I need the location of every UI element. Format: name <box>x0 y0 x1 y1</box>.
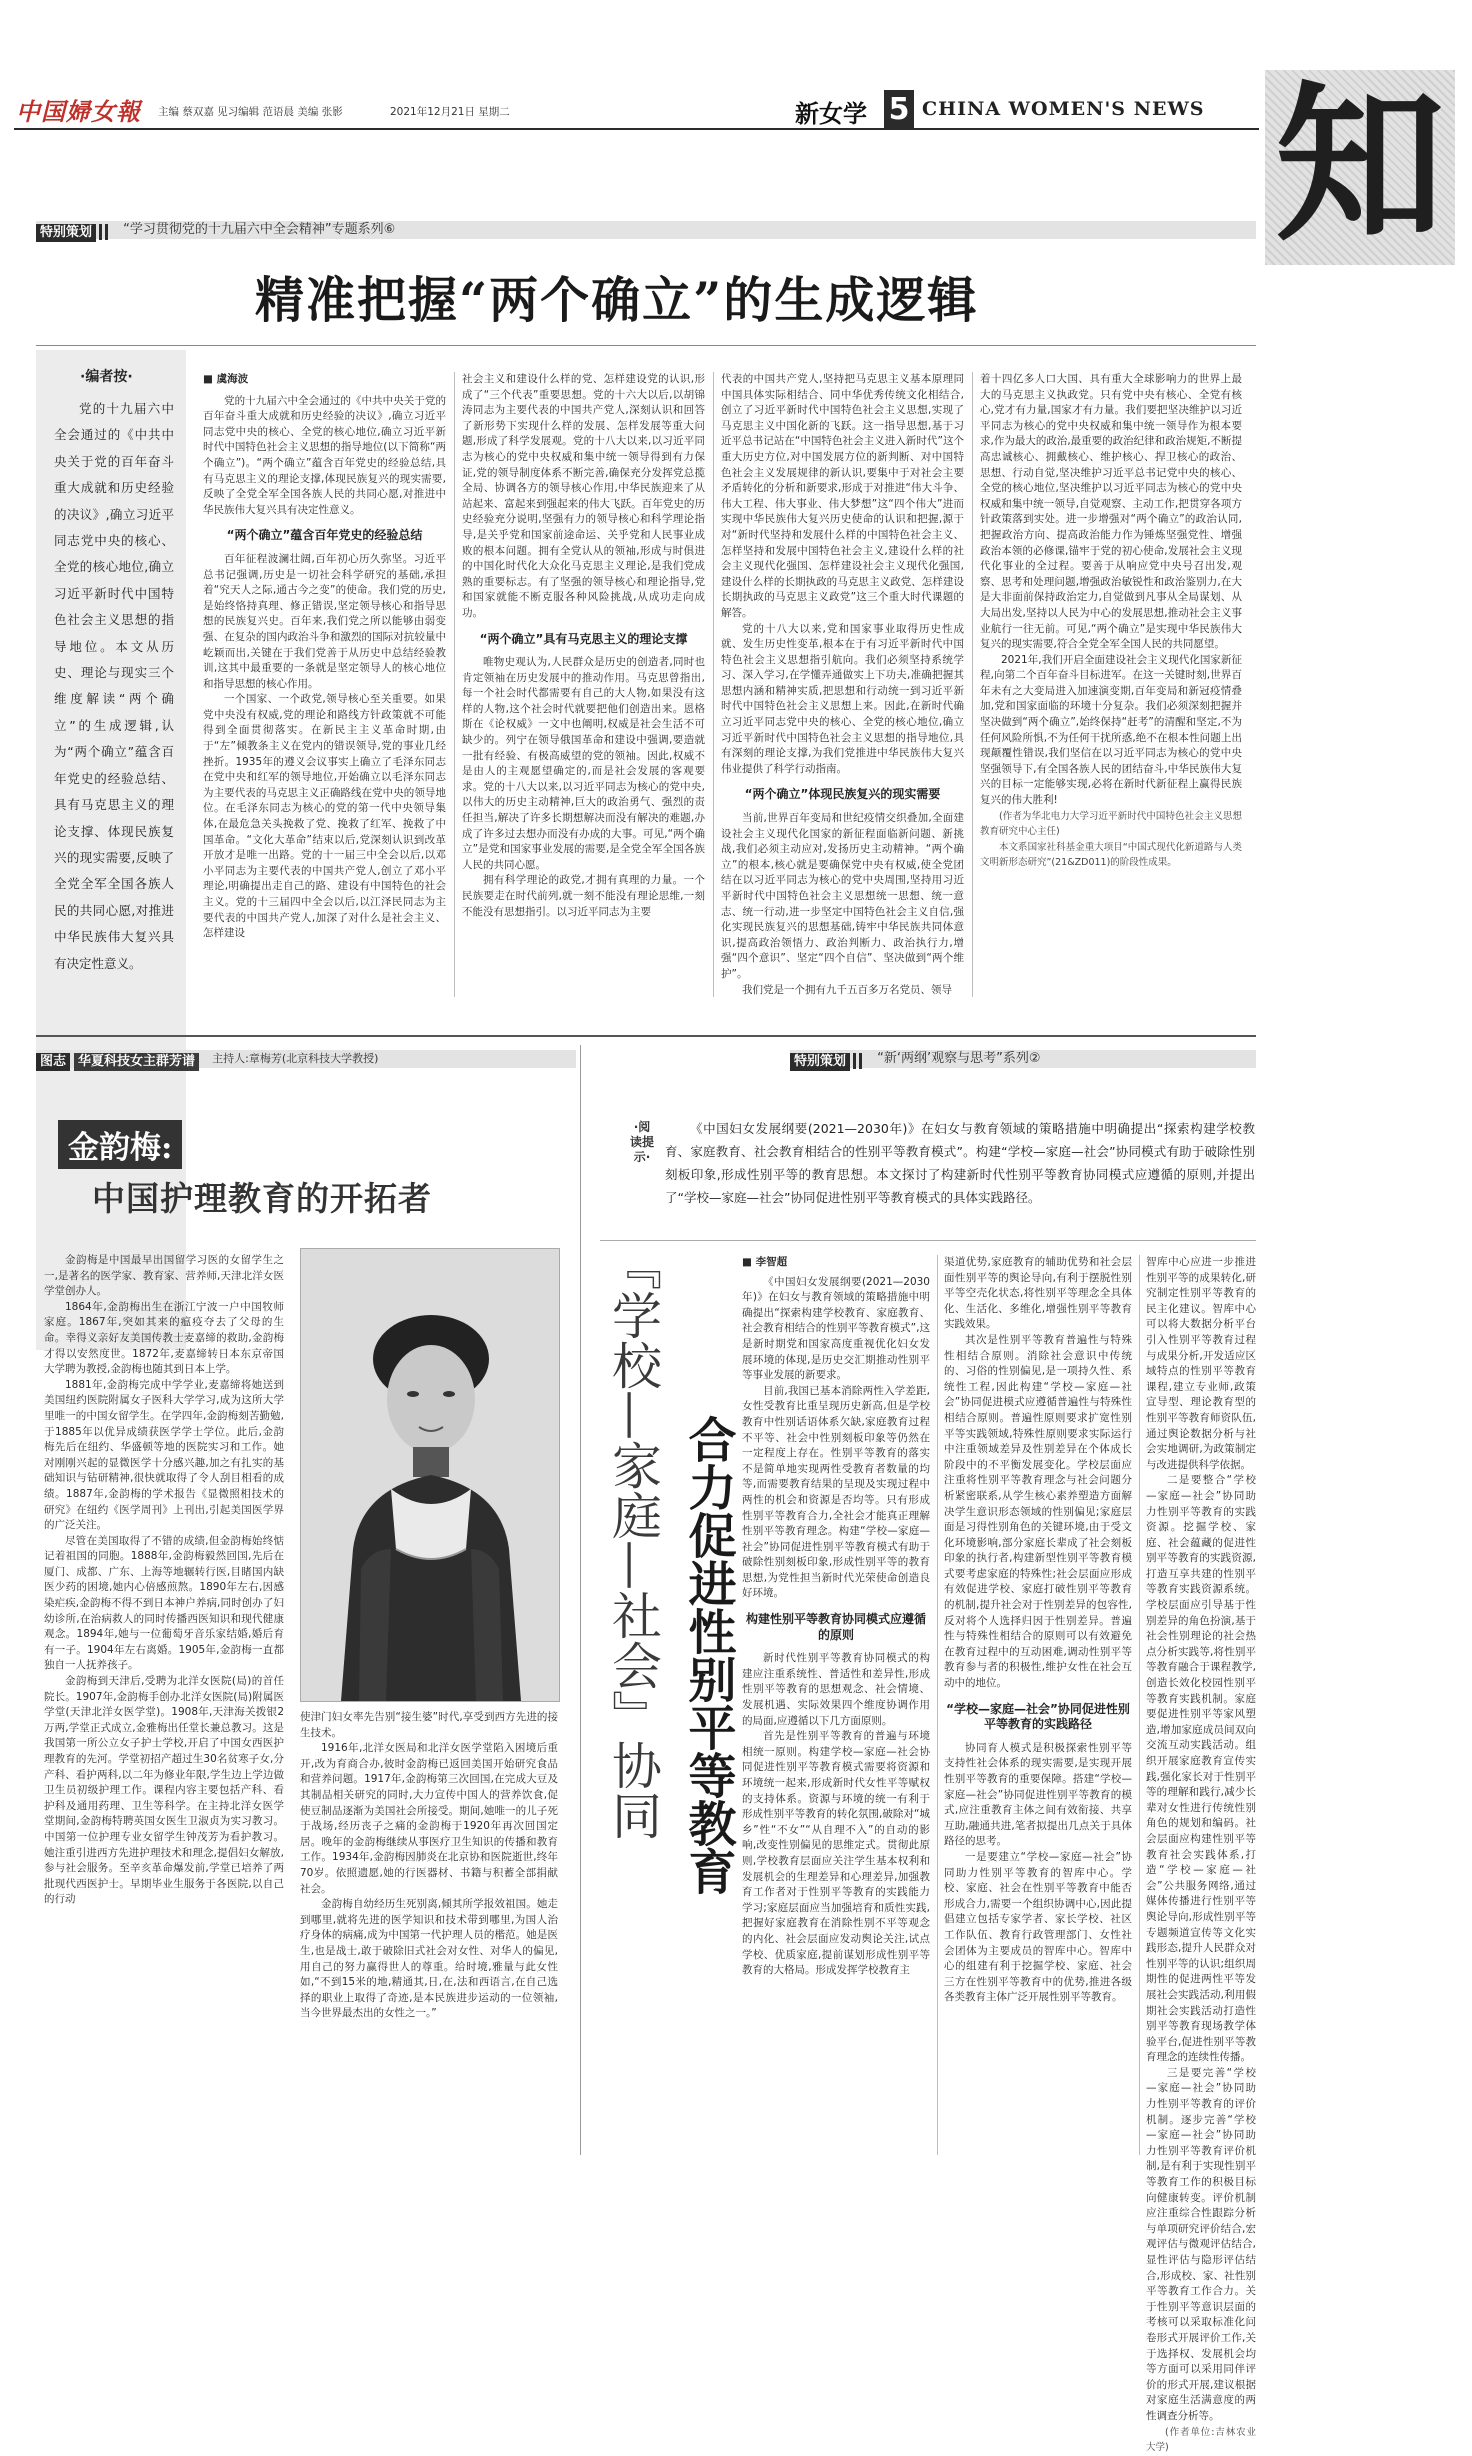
paragraph: 1864年,金韵梅出生在浙江宁波一户中国牧师家庭。1867年,突如其来的瘟疫夺去了父母的生命。幸得义亲好友美国传教士麦嘉缔的救助,金韵梅才得以安然度世。1872年,麦嘉缔转日本东京帝国大学聘为教授,金韵梅也随其到日本上学。 <box>44 1300 284 1376</box>
paragraph: 金韵梅是中国最早出国留学习医的女留学生之一,是著名的医学家、教育家、营养师,天津北洋女医学堂创办人。 <box>44 1254 284 1298</box>
author: ■ 李智超 <box>742 1256 788 1268</box>
column-host: 主持人:章梅芳(北京科技大学教授) <box>212 1052 379 1065</box>
bio-kicker <box>36 1050 378 1071</box>
headline: 精准把握“两个确立”的生成逻辑 <box>255 271 979 329</box>
paragraph: 百年征程波澜壮阔,百年初心历久弥坚。习近平总书记强调,历史是一切社会科学研究的基础,承担着“究天人之际,通古今之变”的使命。我们党的历史,是始终恪持真理、修正错误,坚定领导核心和指导思想的民族复兴史。百年来,我们党之所以能够由弱变强、在复杂的国内政治斗争和激烈的国际对抗较量中屹颖而出,关键在于我们党善于从历史中总结经验教训,这其中最重要的一条就是坚定领导人的核心地位和指导思想的核心作用。 <box>203 552 446 690</box>
paragraph: 拥有科学理论的政党,才拥有真理的力量。一个民族要走在时代前列,就一刻不能没有理论思维,一刻不能没有思想指引。以习近平同志为主要 <box>462 874 705 918</box>
kicker-tag: 特别策划 <box>36 224 96 242</box>
edu-col-1 <box>742 1255 930 2155</box>
paragraph: 1916年,北洋女医局和北洋女医学堂陷入困境后重开,改为育商合办,彼时金韵梅已返回美国开始研究食品和营养问题。1917年,金韵梅第三次回国,在完成大豆及其制品相关研究的同时,大力宣传中国人的营养饮食,促使豆制品逐渐为美国社会所接受。期间,她唯一的儿子死于战场,经历丧子之痛的金韵梅于1920年再次回国定居。晚年的金韵梅继续从事医疗卫生知识的传播和教育工作。1934年,金韵梅因肺炎在北京协和医院逝世,终年70岁。依照遗愿,她的行医器材、书籍与积蓄全部捐献社会。 <box>300 1742 558 1895</box>
author: ■ 虞海波 <box>203 373 249 385</box>
series-label: “学习贯彻党的十九届六中全会精神”专题系列⑥ <box>123 222 396 237</box>
paragraph: 二是要整合“学校—家庭—社会”协同助力性别平等教育的实践资源。挖掘学校、家庭、社会蕴藏的促进性别平等教育的实践资源,打造互享共建的性别平等教育实践资源系统。学校层面应引导基于性别差异的角色扮演,基于社会性别理论的社会热点分析实践等,将性别平等教育融合于课程教学,创造长效化校园性别平等教育实践机制。家庭要促进性别平等家风塑造,增加家庭成员间双向交流互动实践活动。组织开展家庭教育宣传实践,强化家长对于性别平等的理解和践行,减少长辈对女性进行传统性别角色的规划和编码。社会层面应构建性别平等教育社会实践体系,打造“学校—家庭—社会”公共服务网络,通过媒体传播进行性别平等舆论导向,形成性别平等专题频道宣传等文化实践形态,提升人民群众对性别平等的认识;组织周期性的促进两性平等发展社会实践活动,利用假期社会实践活动打造性别平等教育现场教学体验平台,促进性别平等教育理念的连续性传播。 <box>1146 1474 1256 2064</box>
edu-col-2 <box>944 1255 1132 2155</box>
subhead: “两个确立”蕴含百年党史的经验总结 <box>226 528 423 543</box>
top-kicker <box>36 221 395 242</box>
bio-title-1: 金韵梅: <box>58 1120 182 1169</box>
paragraph: 2021年,我们开启全面建设社会主义现代化国家新征程,向第二个百年奋斗目标进军。在这一关键时刻,世界百年未有之大变局进入加速演变期,百年变局和新冠疫情叠加,党和国家面临的环境十分复杂。我们必须深刻把握并坚决做到“两个确立”,始终保持“赶考”的清醒和坚定,不为任何风险所惧,不为任何干扰所惑,绝不在根本性问题上出现颠覆性错误,我们坚信在以习近平同志为核心的党中央坚强领导下,有全国各族人民的团结奋斗,中华民族伟大复兴的目标一定能够实现,必将在新时代新征程上赢得民族复兴的伟大胜利! <box>980 653 1242 807</box>
subhead: “两个确立”体现民族复兴的现实需要 <box>744 787 941 802</box>
vertical-title-b: 合力促进性别平等教育 <box>680 1415 736 1895</box>
paragraph: 使津门妇女率先告别“接生婆”时代,享受到西方先进的接生技术。 <box>300 1711 558 1739</box>
paragraph: 代表的中国共产党人,坚持把马克思主义基本原理同中国具体实际相结合、同中华优秀传统文化相结合,创立了习近平新时代中国特色社会主义思想,实现了马克思主义中国化新的飞跃。这一指导思想,基于习近平总书记站在“中国特色社会主义进入新时代”这个重大历史方位,对中国发展方位的新判断、对中国特色社会主义发展规律的新认识,要集中于对社会主要矛盾转化的分析和新要求,形成于对推进“伟大斗争、伟大工程、伟大事业、伟大梦想”这“四个伟大”进而实现中华民族伟大复兴历史使命的认识和把握,源于对“新时代坚持和发展什么样的中国特色社会主义、怎样坚持和发展中国特色社会主义,建设什么样的社会主义现代化强国、怎样建设社会主义现代化强国,建设什么样的长期执政的马克思主义政党、怎样建设长期执政的马克思主义政党”这三个重大时代课题的解答。 <box>721 373 964 619</box>
paragraph: 社会主义和建设什么样的党、怎样建设党的认识,形成了“三个代表”重要思想。党的十六大以后,以胡锦涛同志为主要代表的中国共产党人,深刻认识和回答了新形势下实现什么样的发展、怎样发展等重大问题,形成了科学发展观。党的十八大以来,以习近平同志为核心的党中央权威和集中统一领导得到有力保证,党的领导制度体系不断完善,确保充分发挥党总揽全局、协调各方的领导核心作用,中华民族迎来了从站起来、富起来到强起来的伟大飞跃。百年党史的历史经验充分说明,坚强有力的领导核心和科学理论指导,是关乎党和国家前途命运、关乎党和人民事业成败的根本问题。拥有全党认从的领袖,形成与时俱进的中国化时代化大众化马克思主义理论,是我们党成熟的重要标志。有了坚强的领导核心和理论指导,党和国家就能不断克服各种风险挑战,从成功走向成功。 <box>462 373 705 619</box>
page-number: 5 <box>884 90 914 130</box>
edu-col-3 <box>1146 1255 1256 2454</box>
reading-tip: 《中国妇女发展纲要(2021—2030年)》在妇女与教育领域的策略措施中明确提出“探索构建学校教育、家庭教育、社会教育相结合的性别平等教育模式”。构建“学校—家庭—社会”协同模式有助于破除性别刻板印象,形成性别平等的教育思想。本文探讨了构建新时代性别平等教育协同模式应遵循的原则,并提出了“学校—家庭—社会”协同促进性别平等教育模式的具体实践路径。 <box>665 1121 1255 1205</box>
vertical-title-a: 『学校—家庭—社会』协同 <box>604 1240 662 1840</box>
bio-tag: 图志 <box>36 1053 70 1071</box>
paragraph: 金韵梅到天津后,受聘为北洋女医院(局)的首任院长。1907年,金韵梅手创办北洋女医院(局)附属医学堂(天津北洋女医学堂)。1908年,天津海关拨银2万两,学堂正式成立,金雅梅出任堂长兼总教习。这是我国第一所公立女子护士学校,开启了中国女西医护理教育的先河。学堂初招产超过生30名贫寒子女,分产科、看护两科,以二年为修业年限,学生边上学边做卫生员初级护理工作。课程内容主要包括产科、看护科及通用药理、卫生等科学。在主持北洋女医学堂期间,金韵梅特聘英国女医生卫淑贞为实习教习。中国第一位护理专业女留学生钟茂芳为看护教习。她注重引进西方先进护理技术和理念,提倡妇女解放,参与社会服务。至辛亥革命爆发前,学堂已培养了两批现代西医护士。早期毕业生服务于各医院,以自己的行动 <box>44 1675 284 1906</box>
top-col-3 <box>721 372 964 997</box>
column-title: 华夏科技女主群芳谱 <box>74 1053 199 1071</box>
paragraph: 其次是性别平等教育普遍性与特殊性相结合原则。消除社会意识中传统的、习俗的性别偏见,是一项持久性、系统性工程,因此构建“学校—家庭—社会”协同促进模式应遵循普遍性与特殊性相结合原则。普遍性原则要求扩宽性别平等实践领域,特殊性原则要求实际运行中注重领域差异及性别差异在个体成长阶段中的不平衡发展变化。学校层面应注重将性别平等教育理念与社会问题分析紧密联系,从学生核心素养塑造方面解决学生意识形态领域的性别偏见;家庭层面是习得性别角色的关键环境,由于受文化环境影响,部分家庭长辈成了社会刻板印象的执行者,构建新型性别平等教育模式要考虑家庭的特殊性;社会层面应形成有效促进学校、家庭打破性别平等教育的机制,提升社会对于性别差异的包容性,反对将个人选择归因于性别差异。普遍性与特殊性相结合的原则可以有效避免在教育过程中的互动困难,调动性别平等教育参与者的积极性,维护女性在社会互动中的地位。 <box>944 1333 1132 1690</box>
paragraph: 智库中心应进一步推进性别平等的成果转化,研究制定性别平等教育的民主化建议。智库中心可以将大数据分析平台引入性别平等教育过程与成果分析,开发适应区域特点的性别平等教育课程,建立专业师,政策宣导型、理论教育型的性别平等教育师资队伍,通过舆论数据分析与社会实地调研,为政策制定与改进提供科学依据。 <box>1146 1256 1256 1471</box>
paragraph: 三是要完善“学校—家庭—社会”协同助力性别平等教育的评价机制。逐步完善“学校—家庭—社会”协同助力性别平等教育评价机制,是有利于实现性别平等教育工作的积极目标向健康转变。评价机制应注重综合性跟踪分析与单项研究评价结合,宏观评估与微观评估结合,显性评估与隐形评估结合,形成校、家、社性别平等教育工作合力。关于性别平等意识层面的考核可以采取标准化问卷形式开展评价工作,关于选择权、发展机会均等方面可以采用同伴评价的形式开展,建议根据对家庭生活满意度的两性调查分析等。 <box>1146 2066 1256 2422</box>
section-divider <box>36 1035 1256 1037</box>
top-col-2 <box>462 372 705 997</box>
paragraph: 我们党是一个拥有九千五百多万名党员、领导 <box>742 983 952 996</box>
paragraph: 首先是性别平等教育的普遍与环境相统一原则。构建学校—家庭—社会协同促进性别平等教育模式需要将资源和环境统一起来,形成新时代女性平等赋权的支持体系。资源与环境的统一有利于形成性别平等教育的转化氛围,破除对“城乡”性“不女”“从自理不入”的自动的影响,改变性别偏见的思维定式。贯彻此原则,学校教育层面应关注学生基本权利和发展机会的生理差异和心理差异,加强教育工作者对于性别平等教育的实践能力学习;家庭层面应当加强培育和质性实践,把握好家庭教育在消除性别不平等观念的内化、社会层面应发动舆论关注,试点学校、优质家庭,提前谋划形成性别平等教育的大格局。形成发挥学校教育主 <box>742 1730 930 1977</box>
paragraph: 唯物史观认为,人民群众是历史的创造者,同时也肯定领袖在历史发展中的推动作用。马克思曾指出,每一个社会时代都需要有自己的大人物,如果没有这样的人物,这个社会时代就要把他们创造出来。恩格斯在《论权威》一文中也阐明,权威是社会生活不可缺少的。列宁在领导俄国革命和建设中强调,要造就一批有经验、有极高威望的党的领袖。因此,权威不是由人的主观愿望确定的,而是社会发展的客观要求。党的十八大以来,以习近平同志为核心的党中央,以伟大的历史主动精神,巨大的政治勇气、强烈的责任担当,解决了许多长期想解决而没有解决的难题,办成了许多过去想办而没有办成的大事。可见,“两个确立”是党和国家事业发展的需要,是全党全军全国各族人民的共同心愿。 <box>462 656 705 871</box>
editors-line: 主编 蔡双嘉 见习编辑 范语晨 美编 张影 <box>158 106 343 118</box>
bio-col-1 <box>44 1253 284 2153</box>
masthead-rule <box>14 128 1259 130</box>
paragraph: 渠道优势,家庭教育的辅助优势和社会层面性别平等的舆论导向,有利于摆脱性别平等空壳化状态,将性别平等理念全具体化、生活化、多维化,增强性别平等教育实践效果。 <box>944 1256 1132 1331</box>
subhead: “两个确立”具有马克思主义的理论支撑 <box>479 631 688 646</box>
portrait-illustration <box>301 1249 559 1701</box>
paragraph: 当前,世界百年变局和世纪疫情交织叠加,全面建设社会主义现代化国家的新征程面临新问题、新挑战,我们必须主动应对,发扬历史主动精神。“两个确立”的根本,核心就是要确保党中央有权威,使全党团结在以习近平同志为核心的党中央周围,坚持用习近平新时代中国特色社会主义思想统一思想、统一意志、统一行动,进一步坚定中国特色社会主义自信,强化实现民族复兴的思想基础,铸牢中华民族共同体意识,提高政治领悟力、政治判断力、政治执行力,增强“四个意识”、坚定“四个自信”、坚决做到“两个维护”。 <box>721 812 964 980</box>
subhead: 构建性别平等教育协同模式应遵循的原则 <box>745 1612 926 1642</box>
paragraph: 党的十九届六中全会通过的《中共中央关于党的百年奋斗重大成就和历史经验的决议》,确立习近平同志党中央的核心、全党的核心地位,确立习近平新时代中国特色社会主义思想的指导地位(以下简称“两个确立”)。“两个确立”蕴含百年党史的经验总结,具有马克思主义的理论支撑,体现民族复兴的现实需要,反映了全党全军全国各族人民的共同心愿,对推进中华民族伟大复兴具有决定性意义。 <box>203 394 446 516</box>
issue-date: 2021年12月21日 星期二 <box>390 106 510 118</box>
right-margin <box>1265 270 1455 2150</box>
author-affiliation: (作者单位:吉林农业大学) <box>1146 2426 1256 2454</box>
paragraph: 《中国妇女发展纲要(2021—2030年)》在妇女与教育领域的策略措施中明确提出“探索构建学校教育、家庭教育、社会教育相结合的性别平等教育模式”,这是新时期党和国家高度重视优化妇女发展环境的体现,是历史交汇期推动性别平等事业发展的新要求。 <box>742 1275 930 1382</box>
reading-tip-label: ·阅读提示· <box>630 1120 655 1164</box>
paragraph: 目前,我国已基本消除两性入学差距,女性受教育比重呈现历史新高,但是学校教育中性别话语体系欠缺,家庭教育过程不平等、社会中性别刻板印象等仍然在一定程度上存在。性别平等教育的落实不是简单地实现两性受教育者数量的均等,而需要教育结果的呈现及实现过程中两性的机会和资源是否均等。只有形成性别平等教育合力,全社会才能真正理解性别平等教育理念。构建“学校—家庭—社会”协同促进性别平等教育模式有助于破除性别刻板印象,形成性别平等的教育思想,为党性担当新时代光荣使命创造良好环境。 <box>742 1384 930 1600</box>
paragraph: 新时代性别平等教育协同模式的构建应注重系统性、普适性和差异性,形成性别平等教育的思想观念、社会情境、发展机遇、实际效果四个维度协调作用的局面,应遵循以下几方面原则。 <box>742 1652 930 1727</box>
edu-kicker <box>790 1050 1041 1071</box>
bio-col-2 <box>300 1710 558 2155</box>
paragraph: 党的十八大以来,党和国家事业取得历史性成就、发生历史性变革,根本在于有习近平新时代中国特色社会主义思想指引航向。我们必须坚持系统学习、深入学习,在学懂弄通做实上下功夫,准确把握其思想内涵和精神实质,把思想和行动统一到习近平新时代中国特色社会主义思想上来。因此,在新时代确立习近平同志党中央的核心、全党的核心地位,确立习近平新时代中国特色社会主义思想的指导地位,具有深刻的理论支撑,为我们党推进中华民族伟大复兴伟业提供了科学行动指南。 <box>721 622 964 775</box>
newspaper-logo: 中国婦女報 <box>16 97 141 126</box>
emblem-character: 知 <box>1275 65 1446 265</box>
editor-note-label: ·编者按· <box>80 369 133 385</box>
section-name: 新女学 <box>795 99 867 128</box>
top-col-4 <box>980 372 1242 997</box>
top-col-1 <box>203 372 446 997</box>
editor-note-text: 党的十九届六中全会通过的《中共中央关于党的百年奋斗重大成就和历史经验的决议》,确立习近平同志党中央的核心、全党的核心地位,确立习近平新时代中国特色社会主义思想的指导地位。本文从历史、理论与现实三个维度解读“两个确立”的生成逻辑,认为“两个确立”蕴含百年党史的经验总结、具有马克思主义的理论支撑、体现民族复兴的现实需要,反映了全党全军全国各族人民的共同心愿,对推进中华民族伟大复兴具有决定性意义。 <box>54 401 174 971</box>
kicker-tag: 特别策划 <box>790 1053 850 1071</box>
paragraph: 着十四亿多人口大国、具有重大全球影响力的世界上最大的马克思主义执政党。只有党中央有核心、全党有核心,党才有力量,国家才有力量。我们要把坚决维护以习近平同志为核心的党中央权威和集中统一领导作为根本要求,作为最大的政治,最重要的政治纪律和政治规矩,不断提高忠诚核心、拥戴核心、维护核心、捍卫核心的政治、思想、行动自觉,坚决维护习近平总书记党中央的核心、全党的核心地位,坚决维护以习近平同志为核心的党中央权威和集中统一领导,自觉观察、主动工作,把贯穿各项方针政策落到实处。进一步增强对“两个确立”的政治认同,把握政治方向、提高政治能力作为锤炼坚强党性、增强政治本领的必修课,锚牢于党的初心使命,发展社会主义现代化事业的全过程。要善于从响应党中央号召出发,观察、思考和处理问题,增强政治敏锐性和政治鉴别力,在大是大非面前保持政治定力,自觉做到凡事从全局谋划、从大局出发,坚持以人民为中心的发展思想,推动社会主义事业航行一往无前。可见,“两个确立”是实现中华民族伟大复兴的现实需要,符合全党全军全国人民的共同愿望。 <box>980 373 1243 651</box>
paragraph: 1881年,金韵梅完成中学学业,麦嘉缔将她送到美国纽约医院附属女子医科大学学习,成为这所大学里唯一的中国女留学生。在学四年,金韵梅刻苦勤勉,于1885年以优异成绩获医学学士学位。此后,金韵梅先后在纽约、华盛顿等地的医院实习和工作。她对刚刚兴起的显微医学十分感兴趣,加之有扎实的基础知识与钻研精神,很快就取得了令人刮目相看的成绩。1887年,金韵梅的学术报告《显微照相技术的研究》在纽约《医学周刊》上刊出,引起美国医学界的广泛关注。 <box>44 1378 284 1532</box>
paragraph: 协同育人模式是积极探索性别平等支持性社会体系的现实需要,是实现开展性别平等教育的重要保障。搭建“学校—家庭—社会”协同促进性别平等教育的模式,应注重教育主体之间有效衔接、共享互助,融通共进,笔者拟提出几点关于具体路径的思考。 <box>944 1741 1132 1848</box>
paragraph: 尽管在美国取得了不错的成绩,但金韵梅始终惦记着祖国的同胞。1888年,金韵梅毅然回国,先后在厦门、成都、广东、上海等地辗转行医,目睹国内缺医少药的困境,她内心倍感煎熬。1890年左右,因感染疟疾,金韵梅不得不到日本神户养病,同时创办了妇幼诊所,在治病救人的同时传播西医知识和现代健康观念。1894年,她与一位葡萄牙音乐家结婚,婚后育有一子。1904年左右离婚。1905年,金韵梅一直都独自一人抚养孩子。 <box>44 1534 284 1672</box>
section-emblem <box>1265 65 1455 265</box>
funding-note: 本文系国家社科基金重大项目“中国式现代化新道路与人类文明新形态研究”(21&ZD011)的阶段性成果。 <box>980 841 1242 869</box>
headline-rule <box>36 345 1256 346</box>
bio-title-2: 中国护理教育的开拓者 <box>92 1179 432 1218</box>
series-label: “新‘两纲’观察与思考”系列② <box>877 1051 1041 1066</box>
paragraph: 一个国家、一个政党,领导核心至关重要。如果党中央没有权威,党的理论和路线方针政策就不可能得到全面贯彻落实。在新民主主义革命时期,由于“左”倾教条主义在党内的错误领导,党的事业几经挫折。1935年的遵义会议事实上确立了毛泽东同志在党中央和红军的领导地位,开始确立以毛泽东同志为主要代表的马克思主义正确路线在党中央的领导地位。在毛泽东同志为核心的党的第一代中央领导集体,在最危急关头挽救了党、挽救了红军、挽救了中国革命。“文化大革命”结束以后,党深刻认识到改革开放才是唯一出路。党的十一届三中全会以后,以邓小平同志为主要代表的中国共产党人,创立了邓小平理论,明确提出走自己的路、建设有中国特色的社会主义。党的十三届四中全会以后,以江泽民同志为主要代表的中国共产党人,加深了对什么是社会主义、怎样建设 <box>203 693 446 940</box>
english-title: CHINA WOMEN'S NEWS <box>922 98 1205 120</box>
author-note: (作者为华北电力大学习近平新时代中国特色社会主义思想教育研究中心主任) <box>980 810 1242 838</box>
portrait-photo <box>300 1248 560 1702</box>
paragraph: 金韵梅自幼经历生死别离,倾其所学报效祖国。她走到哪里,就将先进的医学知识和技术带到哪里,为国人治疗身体的病痛,成为中国第一代护理人员的楷范。她是医生,也是战士,敢于破除旧式社会对女性、对华人的偏见,用自己的努力赢得世人的尊重。给时境,雅量与此女性如,“不到15米的地,精通其,日,在,法和西语言,在自己选择的职业上取得了奇迹,是本民族进步运动的一位领袖,当今世界最杰出的女性之一。” <box>300 1898 558 2020</box>
subhead: “学校—家庭—社会”协同促进性别平等教育的实践路径 <box>946 1701 1130 1732</box>
paragraph: 一是要建立“学校—家庭—社会”协同助力性别平等教育的智库中心。学校、家庭、社会在性别平等教育中能否形成合力,需要一个组织协调中心,因此提倡建立包括专家学者、家长学校、社区工作队伍、教育行政管理部门、女性社会团体为主要成员的智库中心。智库中心的组建有利于挖掘学校、家庭、社会三方在性别平等教育中的优势,推进各级各类教育主体广泛开展性别平等教育。 <box>944 1850 1132 2004</box>
